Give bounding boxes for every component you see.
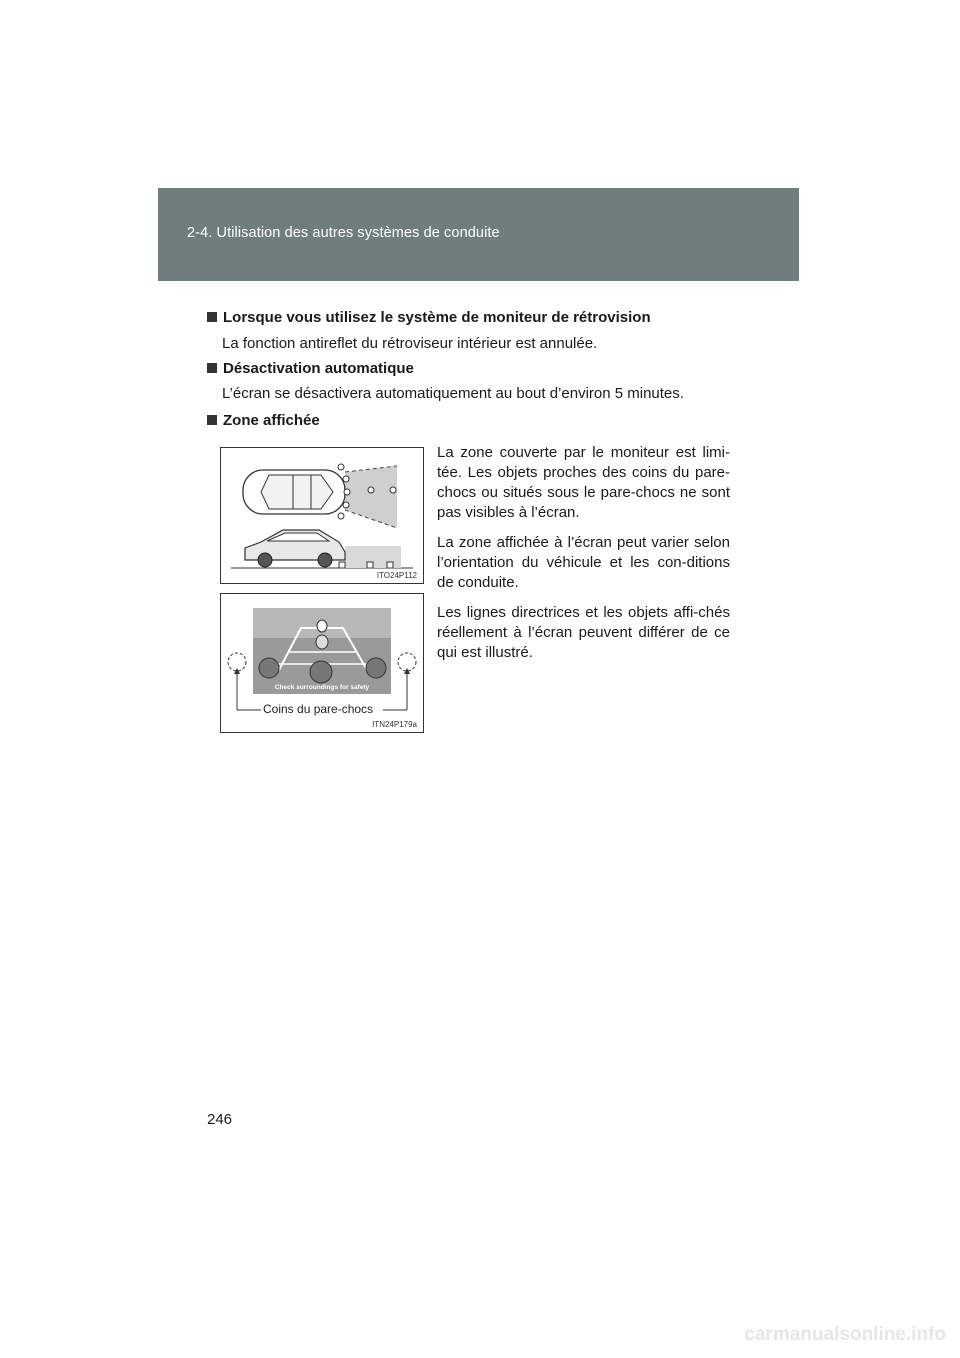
figure-id: ITO24P112 [376,571,417,580]
bumper-corners-label: Coins du pare-chocs [263,702,374,716]
chapter-title: 2-4. Utilisation des autres systèmes de conduite [187,225,500,241]
side-paragraph: La zone couverte par le moniteur est limi-tée. Les objets proches des coins du pare-chocs ou situés sous le pare-chocs ne sont pas visibles à l’écran. [437,444,730,521]
heading-auto-off: Désactivation automatique [207,360,414,377]
side-paragraph: La zone affichée à l’écran peut varier selon l’orientation du véhicule et les con-ditions de conduite. [437,534,730,591]
page-number: 246 [207,1111,233,1128]
heading-rear-view-monitor: Lorsque vous utilisez le système de moniteur de rétrovision [207,309,651,326]
figure-coverage-area [220,447,424,584]
heading-displayed-area: Zone affichée [207,412,320,429]
figure-id: ITN24P179a [372,720,417,729]
chapter-header [158,188,799,281]
watermark-link[interactable]: carmanualsonline.info [744,1324,946,1345]
square-bullet-icon [207,312,217,322]
car-coverage-illustration [221,448,423,583]
body-rear-view-monitor: La fonction antireflet du rétroviseur intérieur est annulée. [222,335,598,352]
square-bullet-icon [207,415,217,425]
figure-monitor-screen [220,593,424,733]
square-bullet-icon [207,363,217,373]
side-paragraph: Les lignes directrices et les objets affi-chés réellement à l’écran peuvent différer de ce qui est illustré. [437,604,730,661]
side-description [437,443,730,673]
body-auto-off: L’écran se désactivera automatiquement au bout d’environ 5 minutes. [222,385,684,402]
screen-safety-text: Check surroundings for safety [274,684,370,691]
